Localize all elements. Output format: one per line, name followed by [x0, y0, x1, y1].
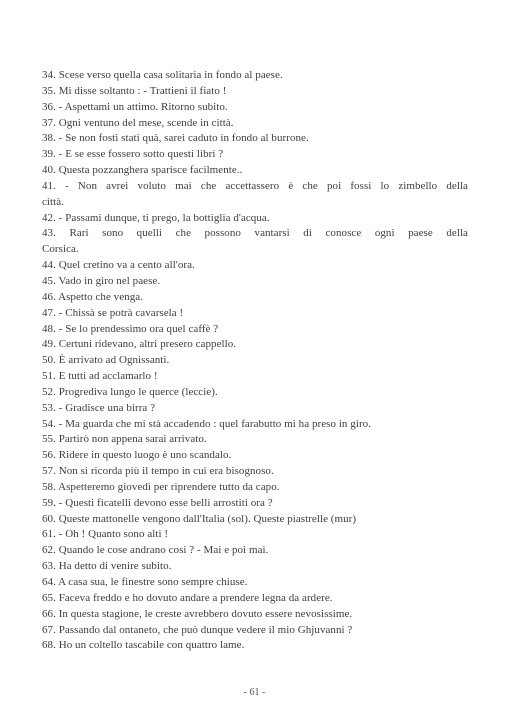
sentence-list [42, 68, 468, 654]
sentence-line: 55. Partirò non appena sarai arrivato. [42, 433, 207, 446]
sentence-line: 48. - Se lo prendessimo ora quel caffè ? [42, 322, 219, 335]
sentence-line: 54. - Ma guarda che mi stà accadendo : quel farabutto mi ha preso in giro. [42, 417, 372, 430]
sentence-line: 52. Progrediva lungo le querce (leccie). [42, 385, 218, 398]
sentence-line: 36. - Aspettami un attimo. Ritorno subito. [42, 100, 228, 113]
sentence-line: Corsica. [42, 243, 79, 256]
sentence-line: 47. - Chissà se potrà cavarsela ! [42, 306, 184, 319]
sentence-line: 58. Aspetteremo giovedi per riprendere tutto da capo. [42, 480, 280, 493]
sentence-line: città. [42, 195, 64, 208]
sentence-line: 61. - Oh ! Quanto sono alti ! [42, 528, 169, 541]
sentence-line: 34. Scese verso quella casa solitaria in fondo al paese. [42, 69, 283, 81]
sentence-line: 62. Quando le cose andrano cosi ? - Mai e poi mai. [42, 544, 269, 557]
sentence-line: 60. Queste mattonelle vengono dall'Italia (sol). Queste piastrelle (mur) [42, 512, 357, 525]
sentence-line: 41. - Non avrei voluto mai che accettassero è che poi fossi lo zimbello della [42, 179, 468, 192]
sentence-line: 57. Non si ricorda più il tempo in cui era bisognoso. [42, 465, 274, 478]
page-number: - 61 - [243, 687, 266, 698]
sentence-line: 66. In questa stagione, le creste avrebbero dovuto essere nevosissime. [42, 607, 353, 620]
sentence-line: 51. E tutti ad acclamarlo ! [42, 370, 158, 383]
sentence-line: 39. - E se esse fossero sotto questi libri ? [42, 148, 224, 161]
sentence-line: 59. - Questi ficatelli devono esse belli arrostiti ora ? [42, 496, 273, 509]
sentence-line: 53. - Gradisce una birra ? [42, 401, 156, 414]
sentence-line: 42. - Passami dunque, ti prego, la bottiglia d'acqua. [42, 211, 270, 224]
sentence-line: 40. Questa pozzanghera sparisce facilmente.. [42, 164, 243, 177]
sentence-line: 56. Ridere in questo luogo è uno scandalo. [42, 449, 232, 462]
sentence-line: 64. A casa sua, le finestre sono sempre chiuse. [42, 576, 248, 588]
sentence-line: 46. Aspetto che venga. [42, 290, 143, 303]
sentence-line: 45. Vado in giro nel paese. [42, 274, 161, 287]
sentence-line: 67. Passando dal ontaneto, che può dunque vedere il mio Ghjuvanni ? [42, 623, 353, 636]
sentence-line: 63. Ha detto di venire subito. [42, 560, 172, 573]
sentence-line: 37. Ogni ventuno del mese, scende in città. [42, 116, 234, 129]
sentence-line: 49. Certuni ridevano, altri presero cappello. [42, 338, 237, 351]
sentence-line: 38. - Se non fosti stati quà, sarei caduto in fondo al burrone. [42, 132, 309, 145]
sentence-line: 65. Faceva freddo e ho dovuto andare a prendere legna da ardere. [42, 591, 333, 604]
sentence-line: 43. Rari sono quelli che possono vantarsi di conosce ogni paese della [42, 227, 468, 240]
sentence-line: 35. Mi disse soltanto : - Trattieni il fiato ! [42, 84, 227, 97]
sentence-line: 68. Ho un coltello tascabile con quattro lame. [42, 639, 245, 652]
sentence-line: 50. È arrivato ad Ognissanti. [42, 354, 170, 367]
sentence-line: 44. Quel cretino va a cento all'ora. [42, 259, 195, 272]
